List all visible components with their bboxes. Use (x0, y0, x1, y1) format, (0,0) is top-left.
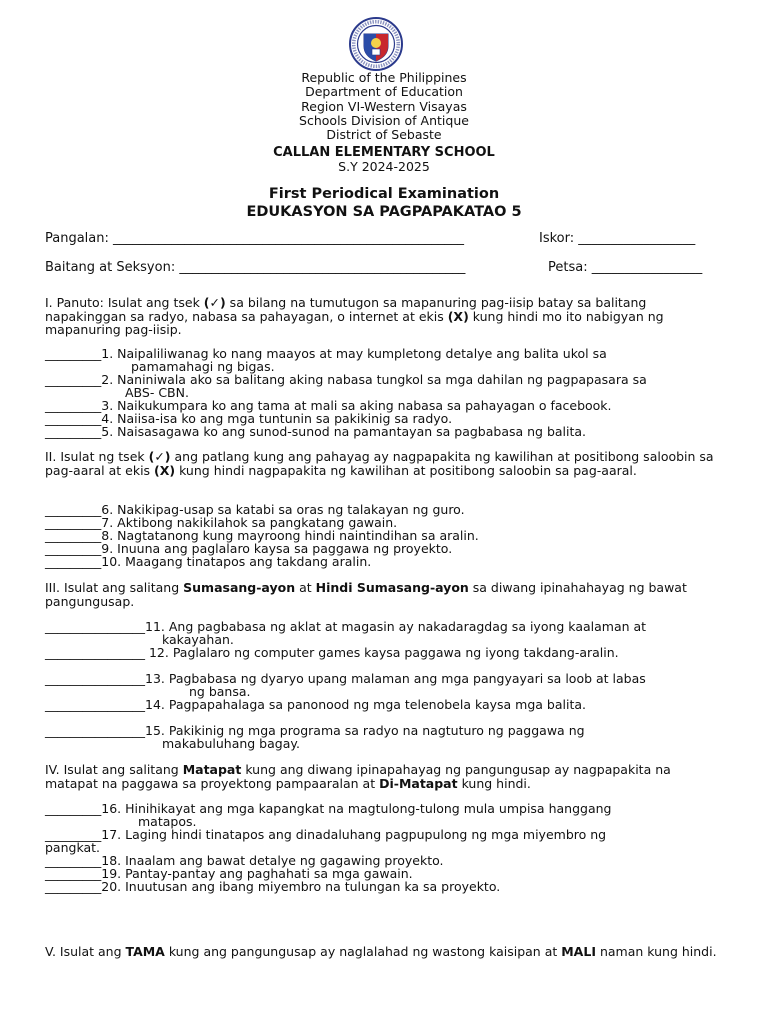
section-2-instructions: II. Isulat ng tsek (✓) ang patlang kung ang pahayag ay nagpapakita ng kawilihan at positibong saloobin sa pag-aaral at ekis (X) kung hindi nagpapakita ng kawilihan at positibong saloobin sa pag-aaral. (45, 449, 714, 478)
question-item-9[interactable]: _________9. Inuuna ang paglalaro kaysa sa paggawa ng proyekto. (45, 541, 453, 556)
section-5-instructions: V. Isulat ang TAMA kung ang pangungusap ay naglalahad ng wastong kaisipan at MALI naman kung hindi. (45, 944, 717, 959)
question-item-12[interactable]: ________________ 12. Paglalaro ng computer games kaysa paggawa ng iyong takdang-aralin. (45, 645, 619, 660)
section-4-instructions: IV. Isulat ang salitang Matapat kung ang diwang ipinapahayag ng pangungusap ay nagpapakita na matapat na paggawa sa proyektong pampaaralan at Di-Matapat kung hindi. (45, 762, 671, 791)
header-line-department: Department of Education (305, 84, 463, 100)
header-line-republic: Republic of the Philippines (301, 70, 467, 85)
header-line-region: Region VI-Western Visayas (301, 98, 467, 114)
question-item-10[interactable]: _________10. Maagang tinatapos ang takdang aralin. (45, 554, 372, 569)
section-3-instructions: III. Isulat ang salitang Sumasang-ayon at Hindi Sumasang-ayon sa diwang ipinahahayag ng bawat pangungusap. (45, 580, 687, 609)
exam-title: First Periodical Examination (268, 186, 500, 202)
school-name: CALLAN ELEMENTARY SCHOOL (273, 145, 495, 160)
school-year: S.Y 2024-2025 (338, 159, 430, 174)
question-item-17[interactable]: _________17. Laging hindi tinatapos ang dinadaluhang pagpupulong ng mga miyembro ng pangkat. (45, 827, 607, 856)
question-item-16[interactable]: _________16. Hinihikayat ang mga kapangkat na magtulong-tulong mula umpisa hanggang matapos. (45, 801, 612, 830)
question-item-19[interactable]: _________19. Pantay-pantay ang paghahati sa mga gawain. (45, 866, 413, 881)
score-field[interactable]: Iskor: __________________ (539, 231, 696, 246)
question-item-5[interactable]: _________5. Naisasagawa ko ang sunod-sunod na pamantayan sa pagbabasa ng balita. (45, 424, 587, 439)
date-field[interactable]: Petsa: _________________ (548, 260, 703, 275)
question-item-3[interactable]: _________3. Naikukumpara ko ang tama at mali sa aking nabasa sa pahayagan o facebook. (45, 398, 612, 413)
name-field[interactable]: Pangalan: ______________________________________________________ (45, 231, 465, 246)
question-item-11[interactable]: ________________11. Ang pagbabasa ng aklat at magasin ay nakadaragdag sa iyong kaalaman at kakayahan. (45, 619, 647, 648)
question-item-7[interactable]: _________7. Aktibong nakikilahok sa pangkatang gawain. (45, 515, 398, 530)
question-item-20[interactable]: _________20. Inuutusan ang ibang miyembro na tulungan ka sa proyekto. (45, 879, 501, 894)
deped-seal-logo (342, 16, 410, 72)
question-item-18[interactable]: _________18. Inaalam ang bawat detalye ng gagawing proyekto. (45, 853, 444, 868)
question-item-13[interactable]: ________________13. Pagbabasa ng dyaryo upang malaman ang mga pangyayari sa loob at labas ng bansa. (45, 671, 646, 700)
question-item-1[interactable]: _________1. Naipaliliwanag ko nang maayos at may kumpletong detalye ang balita ukol sa pamamahagi ng bigas. (45, 346, 607, 375)
subject-title: EDUKASYON SA PAGPAPAKATAO 5 (246, 204, 522, 220)
question-item-15[interactable]: ________________15. Pakikinig ng mga programa sa radyo na nagtuturo ng paggawa ng makabuluhang bagay. (45, 723, 585, 752)
section-1-instructions: I. Panuto: Isulat ang tsek (✓) sa bilang na tumutugon sa mapanuring pag-iisip batay sa balitang napakinggan sa radyo, nabasa sa pahayagan, o internet at ekis (X) kung hindi mo ito nabigyan ng mapanuring pag-iisip. (45, 295, 664, 337)
question-item-6[interactable]: _________6. Nakikipag-usap sa katabi sa oras ng talakayan ng guro. (45, 502, 465, 517)
question-item-2[interactable]: _________2. Naniniwala ako sa balitang aking nabasa tungkol sa mga dahilan ng pagpapasara sa ABS- CBN. (45, 372, 647, 401)
question-item-8[interactable]: _________8. Nagtatanong kung mayroong hindi naintindihan sa aralin. (45, 528, 479, 543)
question-item-4[interactable]: _________4. Naiisa-isa ko ang mga tuntunin sa pakikinig sa radyo. (45, 411, 453, 426)
grade-section-field[interactable]: Baitang at Seksyon: ____________________________________________ (45, 260, 466, 275)
question-item-14[interactable]: ________________14. Pagpapahalaga sa panonood ng mga telenobela kaysa mga balita. (45, 697, 587, 712)
header-line-division: Schools Division of Antique (299, 112, 469, 128)
header-line-district: District of Sebaste (326, 127, 442, 143)
